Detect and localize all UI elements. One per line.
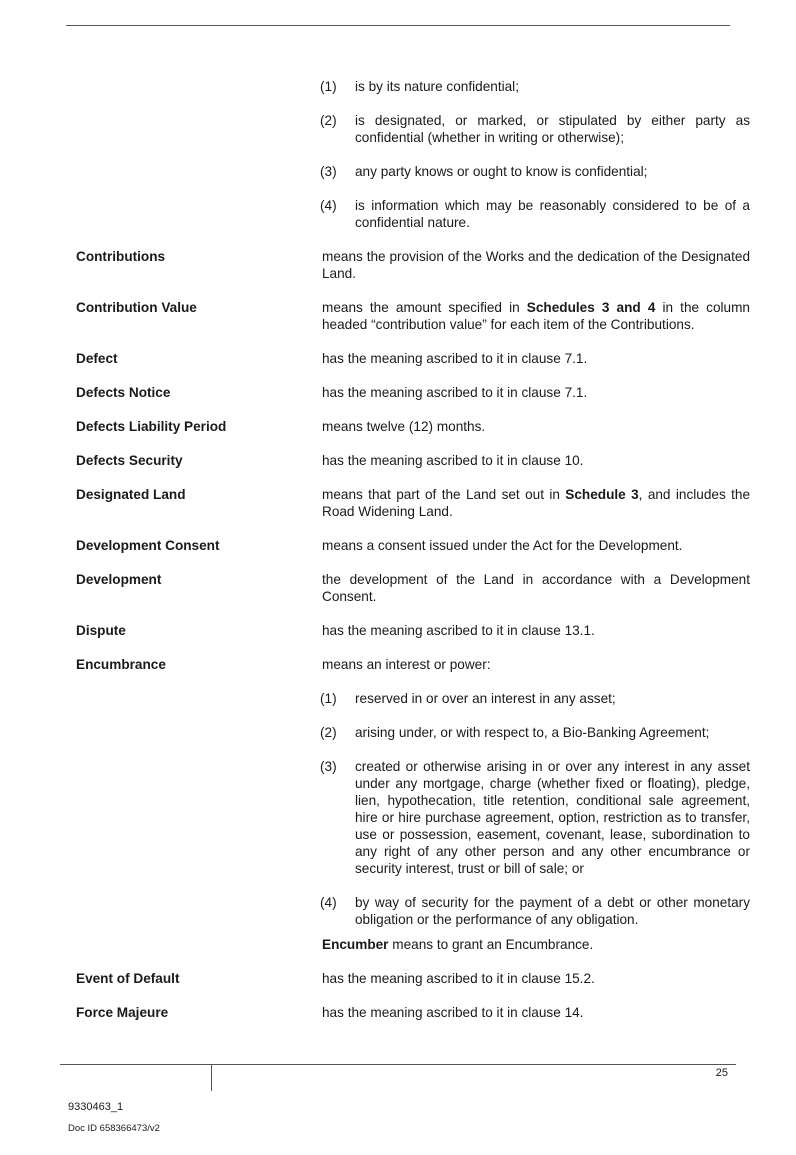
item-text: is information which may be reasonably considered to be of a confidential nature. (355, 198, 750, 230)
definition-development (76, 571, 750, 605)
list-item (320, 690, 750, 707)
definition-force-majeure (76, 1004, 750, 1021)
definitions-content (76, 78, 750, 1038)
item-text: created or otherwise arising in or over any interest in any asset under any mortgage, charge (whether fixed or floating), pledge, lien, hypothecation, title retention, conditional sale agreement, hire or hire purchase agreement, option, restriction as to transfer, use or possession, easement, covenant, lease, subordination to any right of any other person and any other encumbrance or security interest, trust or bill of sale; or (355, 759, 750, 876)
definition-designated-land (76, 486, 750, 520)
definition-text: has the meaning ascribed to it in clause 10. (322, 453, 584, 468)
item-number: (4) (320, 198, 337, 213)
definition-term: Defects Security (76, 453, 183, 468)
definition-event-of-default (76, 970, 750, 987)
definition-text (322, 299, 750, 333)
encumber-term: Encumber (322, 937, 389, 952)
definition-defect (76, 350, 750, 367)
definition-text-part: , and includes the Road Widening Land. (322, 487, 751, 519)
definition-term: Development Consent (76, 538, 220, 553)
item-number: (3) (320, 164, 337, 179)
item-text: is designated, or marked, or stipulated by either party as confidential (whether in writing or otherwise); (355, 113, 750, 145)
list-item (320, 197, 750, 231)
item-text: reserved in or over an interest in any asset; (355, 691, 616, 706)
definition-text (322, 486, 750, 520)
document-reference: 9330463_1 (68, 1101, 124, 1113)
definition-text-part: in the column headed “contribution value” for each item of the Contributions. (322, 300, 750, 332)
footer-divider (211, 1064, 212, 1091)
definition-defects-notice (76, 384, 750, 401)
list-item (320, 78, 750, 95)
definition-encumbrance (76, 656, 750, 673)
header-rule (66, 25, 730, 26)
footer-rule (60, 1064, 736, 1065)
definition-text-part: means the amount specified in (322, 300, 527, 315)
schedule-reference: Schedule 3 (565, 487, 639, 502)
definition-term: Event of Default (76, 971, 180, 986)
definition-defects-security (76, 452, 750, 469)
definition-term: Defect (76, 351, 118, 366)
definition-dispute (76, 622, 750, 639)
definition-text: means an interest or power: (322, 657, 491, 672)
item-number: (3) (320, 759, 337, 774)
item-number: (1) (320, 79, 337, 94)
definition-contribution-value (76, 299, 750, 333)
list-item (320, 163, 750, 180)
definition-text: has the meaning ascribed to it in clause 7.1. (322, 351, 588, 366)
definition-term: Dispute (76, 623, 126, 638)
definition-defects-liability-period (76, 418, 750, 435)
definition-text: means twelve (12) months. (322, 419, 486, 434)
definition-text: has the meaning ascribed to it in clause 13.1. (322, 623, 595, 638)
item-number: (1) (320, 691, 337, 706)
list-item (320, 894, 750, 928)
item-text: arising under, or with respect to, a Bio-Banking Agreement; (355, 725, 710, 740)
list-item (320, 758, 750, 877)
definition-text: means a consent issued under the Act for the Development. (322, 538, 683, 553)
definition-term: Encumbrance (76, 657, 166, 672)
definition-text: has the meaning ascribed to it in clause 7.1. (322, 385, 588, 400)
item-number: (2) (320, 725, 337, 740)
definition-term: Designated Land (76, 487, 186, 502)
list-item (320, 724, 750, 741)
definition-text-part: means that part of the Land set out in (322, 487, 566, 502)
list-item (320, 112, 750, 146)
definition-term: Defects Liability Period (76, 419, 227, 434)
item-text: any party knows or ought to know is confidential; (355, 164, 648, 179)
encumber-definition (322, 936, 750, 953)
item-text: by way of security for the payment of a debt or other monetary obligation or the performance of any obligation. (355, 895, 750, 927)
page-number: 25 (715, 1067, 728, 1079)
encumbrance-list (320, 690, 750, 928)
schedule-reference: Schedules 3 and 4 (526, 300, 656, 315)
definition-text: has the meaning ascribed to it in clause 15.2. (322, 971, 595, 986)
document-id: Doc ID 658366473/v2 (68, 1123, 160, 1134)
definition-term: Defects Notice (76, 385, 171, 400)
definition-term: Development (76, 572, 162, 587)
confidential-list (320, 78, 750, 231)
item-number: (2) (320, 113, 337, 128)
definition-term: Force Majeure (76, 1005, 169, 1020)
definition-term: Contribution Value (76, 300, 197, 315)
definition-text: the development of the Land in accordance with a Development Consent. (322, 572, 750, 604)
definition-text: has the meaning ascribed to it in clause 14. (322, 1005, 584, 1020)
definition-contributions (76, 248, 750, 282)
definition-text: means the provision of the Works and the dedication of the Designated Land. (322, 249, 750, 281)
item-text: is by its nature confidential; (355, 79, 519, 94)
encumber-text: means to grant an Encumbrance. (388, 937, 594, 952)
definition-development-consent (76, 537, 750, 554)
item-number: (4) (320, 895, 337, 910)
definition-term: Contributions (76, 249, 166, 264)
